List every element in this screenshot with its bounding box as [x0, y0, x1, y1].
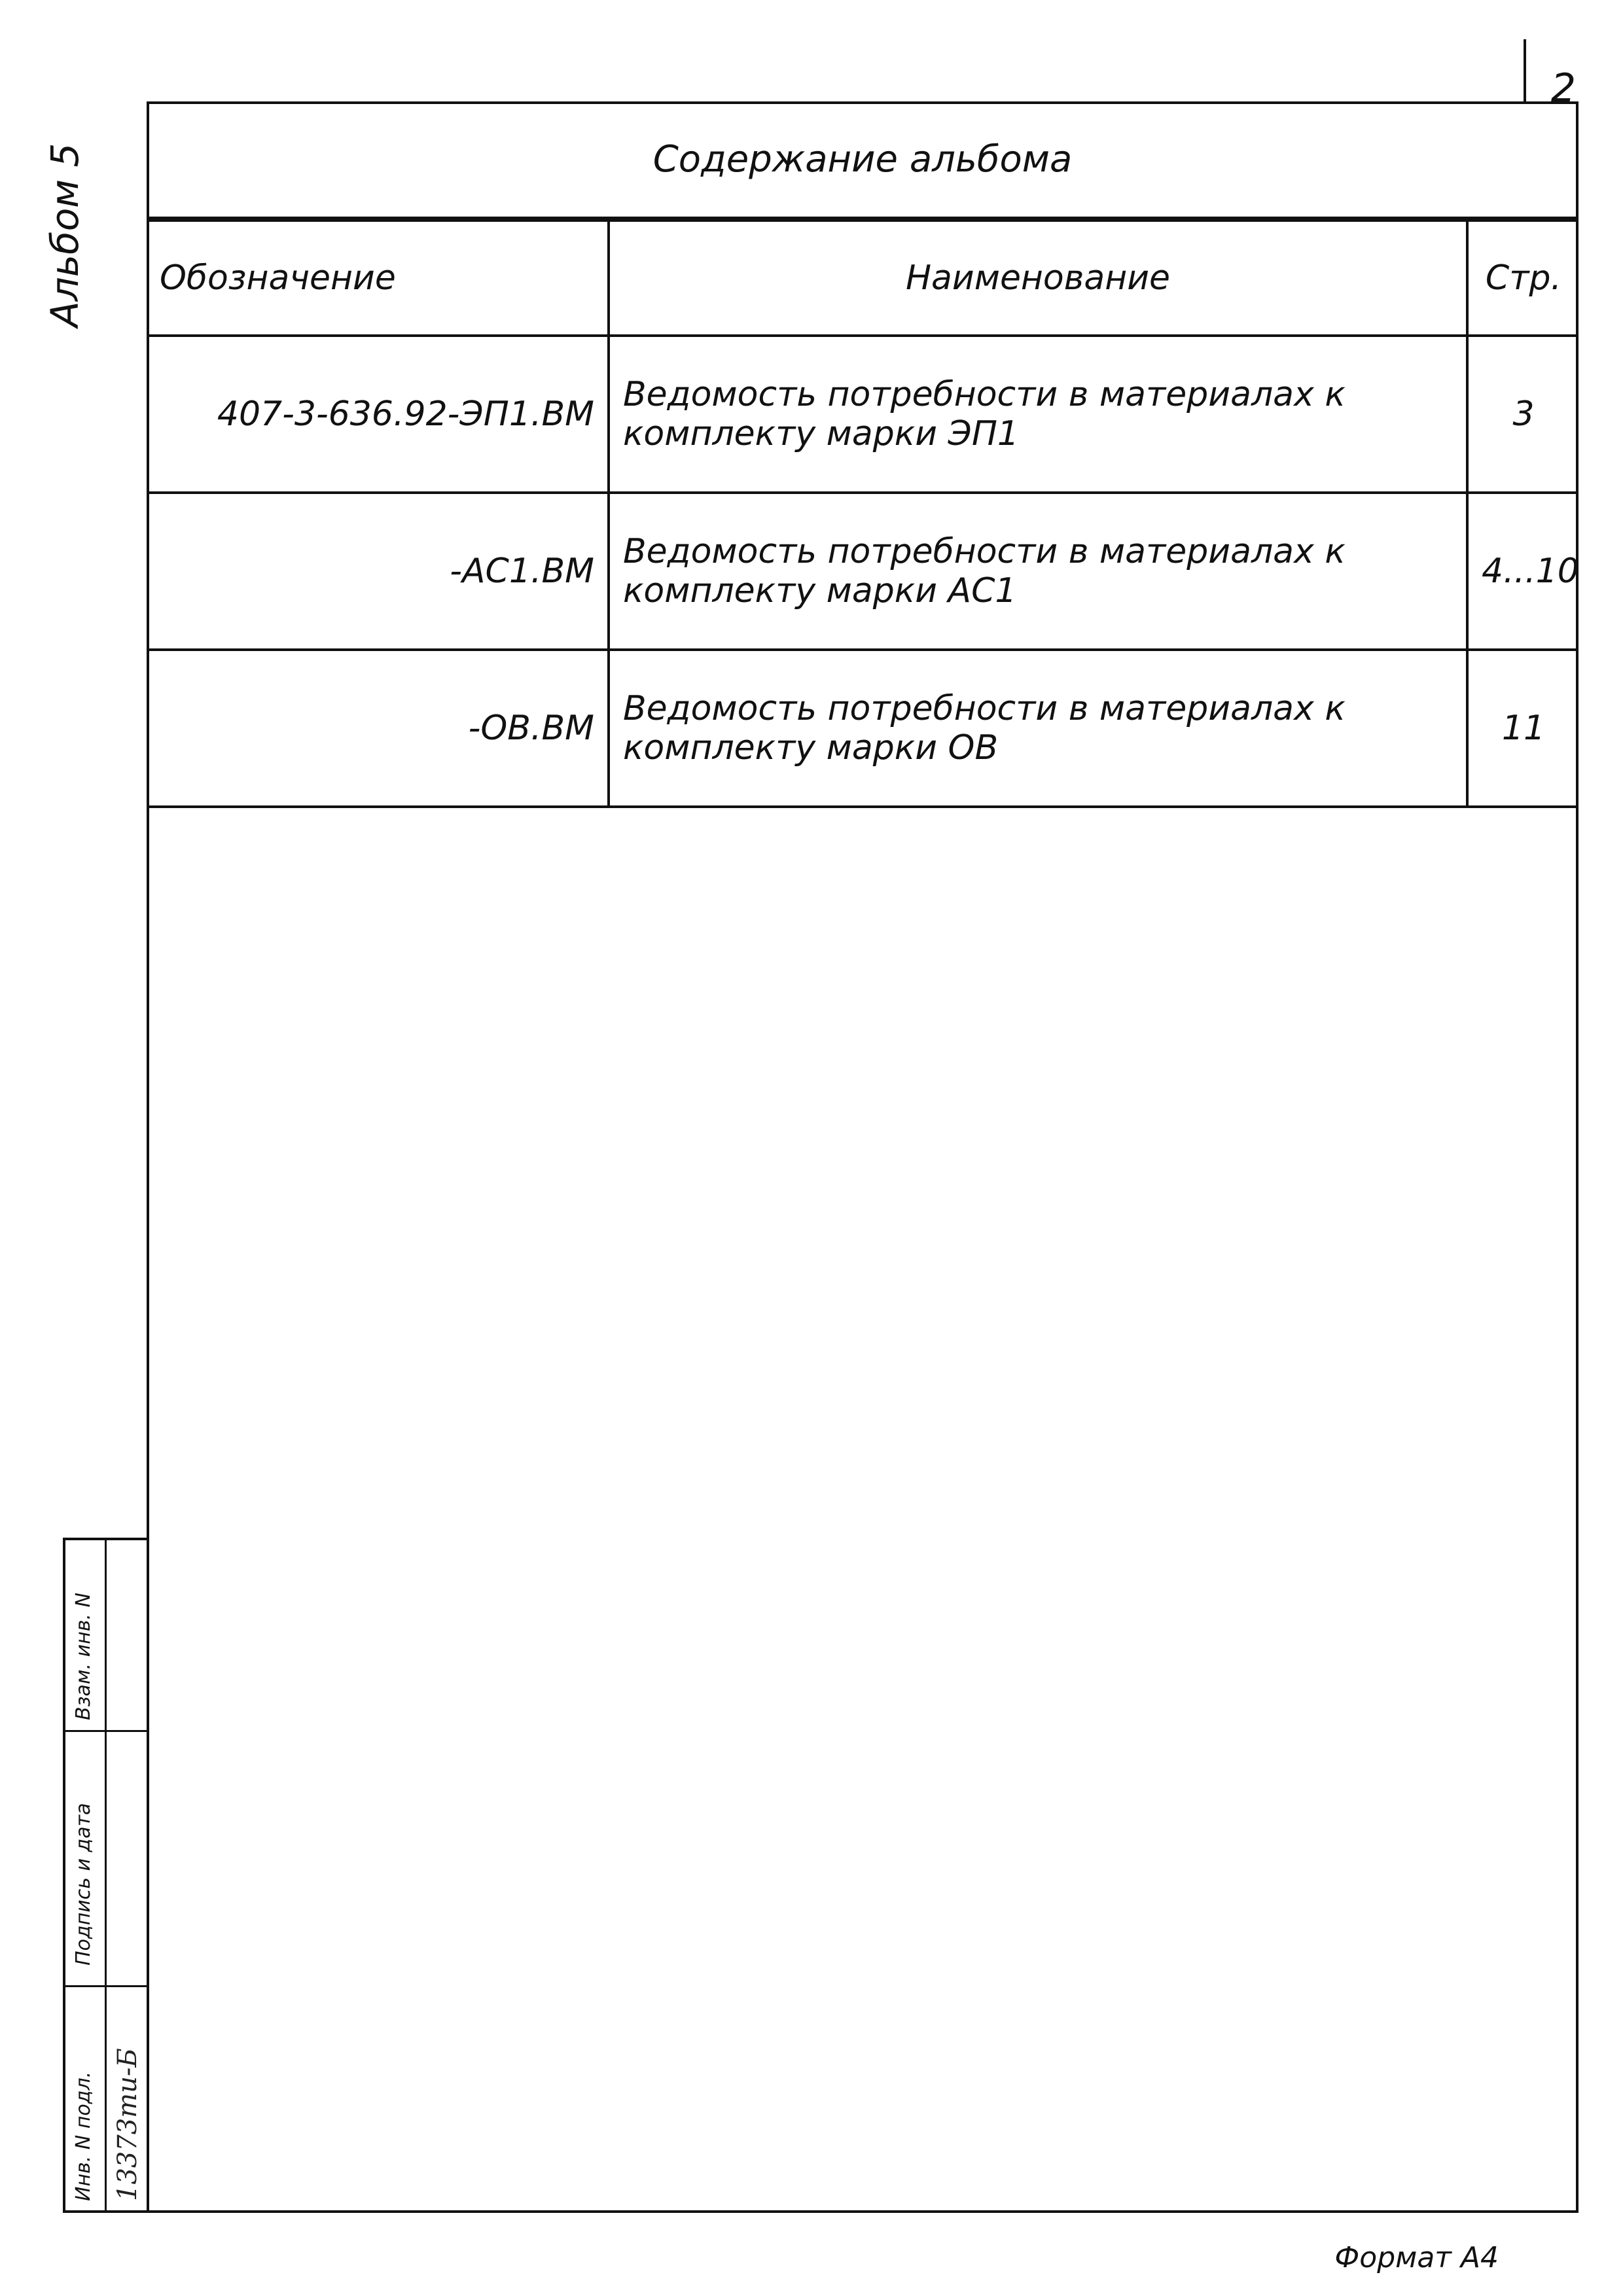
- row-page: 3: [1467, 336, 1578, 493]
- row-name: [609, 650, 1467, 807]
- strip-divider: [65, 1730, 147, 1732]
- format-label: Формат А4: [1334, 2241, 1499, 2274]
- exchange-inventory-label: Взам. инв. N: [72, 1593, 95, 1720]
- row-name-line1: Ведомость потребности в материалах к: [623, 689, 1346, 728]
- row-page: 4...10: [1467, 493, 1578, 650]
- row-name-line1: Ведомость потребности в материалах к: [623, 532, 1346, 571]
- row-designation: -АС1.ВМ: [147, 493, 609, 650]
- inventory-number-handwritten: 13373ти-Б: [113, 2048, 143, 2201]
- row-name: [609, 336, 1467, 493]
- document-title: Содержание альбома: [147, 101, 1578, 219]
- original-inventory-label: Инв. N подл.: [72, 2071, 95, 2201]
- table-header-row: [147, 221, 1578, 336]
- page-number-tab: [1524, 39, 1578, 111]
- row-designation: -ОВ.ВМ: [147, 650, 609, 807]
- row-designation: 407-3-636.92-ЭП1.ВМ: [147, 336, 609, 493]
- row-page: 11: [1467, 650, 1578, 807]
- header-designation: Обозначение: [147, 221, 609, 336]
- contents-table: [147, 219, 1578, 808]
- table-row: [147, 336, 1578, 493]
- header-page: Стр.: [1467, 221, 1578, 336]
- signature-date-label: Подпись и дата: [72, 1803, 95, 1966]
- side-stamp-strip: [63, 1538, 147, 2213]
- row-name-line1: Ведомость потребности в материалах к: [623, 375, 1346, 414]
- album-label: Альбом 5: [43, 143, 87, 327]
- table-row: [147, 493, 1578, 650]
- strip-divider: [65, 1985, 147, 1987]
- row-name-line2: комплекту марки ОВ: [623, 728, 999, 768]
- row-name-line2: комплекту марки АС1: [623, 571, 1017, 610]
- table-row: [147, 650, 1578, 807]
- row-name: [609, 493, 1467, 650]
- page-number: 2: [1550, 65, 1576, 111]
- row-name-line2: комплекту марки ЭП1: [623, 414, 1020, 453]
- header-name: Наименование: [609, 221, 1467, 336]
- strip-divider: [105, 1540, 107, 2210]
